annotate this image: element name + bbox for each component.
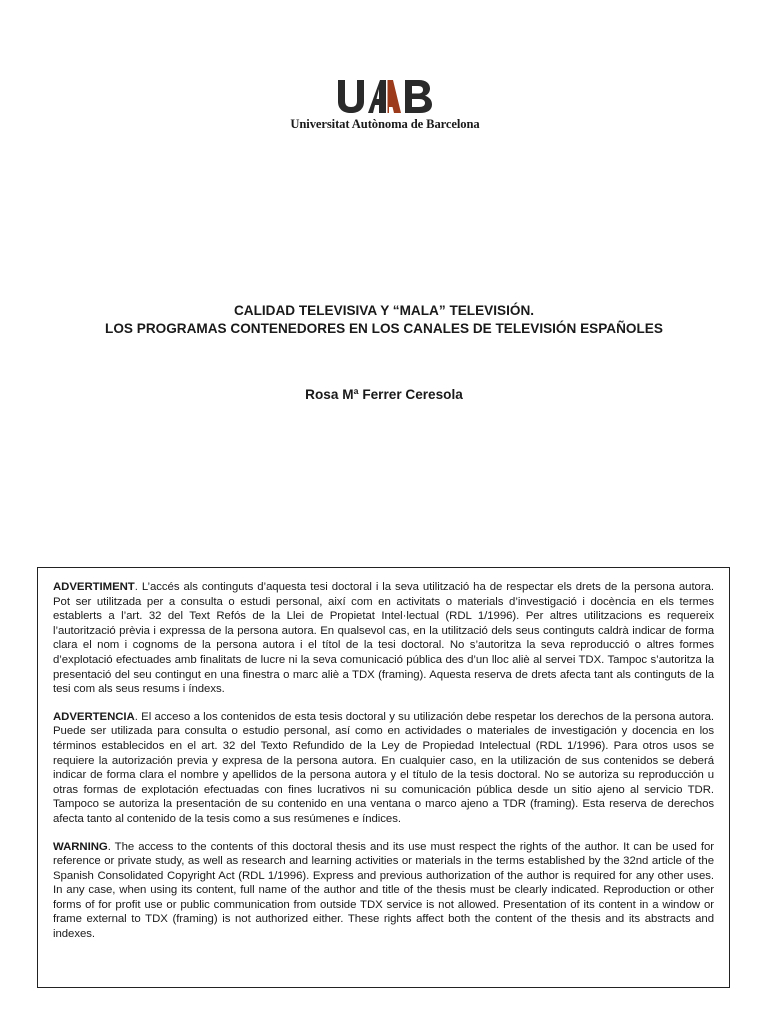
notice-catalan [53,580,714,697]
rights-notice-box [37,567,730,988]
thesis-title [0,302,768,338]
notice-spanish [53,710,714,827]
notice-english [53,840,714,942]
notice-heading: ADVERTIMENT [53,581,135,593]
notice-heading: ADVERTENCIA [53,710,135,723]
thesis-author: Rosa Mª Ferrer Ceresola [305,387,463,402]
institution-name: Universitat Autònoma de Barcelona [290,117,480,131]
notice-body: . L’accés als continguts d’aquesta tesi doctoral i la seva utilització ha de respectar els drets de la persona autora. Pot ser utilitzada per a consulta o estudi personal, així com en activitats o materials d’investigació i docència en els termes establerts a l’art. 32 del Text Refós de la Llei de Propietat Intel·lectual (RDL 1/1996). Per altres utilitzacions es requereix l’autorització prèvia i expressa de la persona autora. En qualsevol cas, en la utilització dels seus continguts caldrà indicar de forma clara el nom i cognoms de la persona autora i el títol de la tesi doctoral. No s’autoritza la seva reproducció o altres formes d’explotació efectuades amb finalitats de lucre ni la seva comunicació pública des d’un lloc aliè al servei TDX. Tampoc s’autoritza la presentació del seu contingut en una finestra o marc aliè a TDX (framing). Aquesta reserva de drets afecta tant als continguts de la tesi com als seus resums i índexs. [53,581,714,696]
thesis-title-line-1: CALIDAD TELEVISIVA Y “MALA” TELEVISIÓN. [233,303,535,318]
thesis-title-line-2: LOS PROGRAMAS CONTENEDORES EN LOS CANALES DE TELEVISIÓN ESPAÑOLES [105,321,663,336]
notice-heading: WARNING [53,840,108,853]
logo-letter-a-accent [388,80,402,113]
notice-body: . El acceso a los contenidos de esta tesis doctoral y su utilización debe respetar los derechos de la persona autora. Puede ser utilizada para consulta o estudio personal, así como en actividades o materiales de investigación y docencia en los términos establecidos en el art. 32 del Texto Refundido de la Ley de Propiedad Intelectual (RDL 1/1996). Para otros usos se requiere la autorización previa y expresa de la persona autora. En cualquier caso, en la utilización de sus contenidos se deberá indicar de forma clara el nombre y apellidos de la persona autora y el título de la tesis doctoral. No se autoriza su reproducción u otras formas de explotación efectuadas con fines lucrativos ni su comunicación pública desde un sitio ajeno al servicio TDR. Tampoco se autoriza la presentación de su contenido en una ventana o marco ajeno a TDR (framing). Esta reserva de derechos afecta tanto al contenido de la tesis como a sus resúmenes e índices. [53,710,714,825]
logo-letter-u [338,80,364,113]
notice-body: . The access to the contents of this doctoral thesis and its use must respect the rights of the author. It can be used for reference or private study, as well as research and learning activities or materials in the terms established by the 32nd article of the Spanish Consolidated Copyright Act (RDL 1/1996). Express and previous authorization of the author is required for any other uses. In any case, when using its content, full name of the author and title of the thesis must be clearly indicated. Reproduction or other forms of for profit use or public communication from outside TDX service is not allowed. Presentation of its content in a window or frame external to TDX (framing) is not authorized either. These rights affect both the content of the thesis and its abstracts and indexes. [53,840,714,941]
logo-letter-a-left [368,80,386,113]
logo-letter-b [405,80,432,113]
university-logo [279,80,491,132]
uab-logo-mark [338,80,432,113]
